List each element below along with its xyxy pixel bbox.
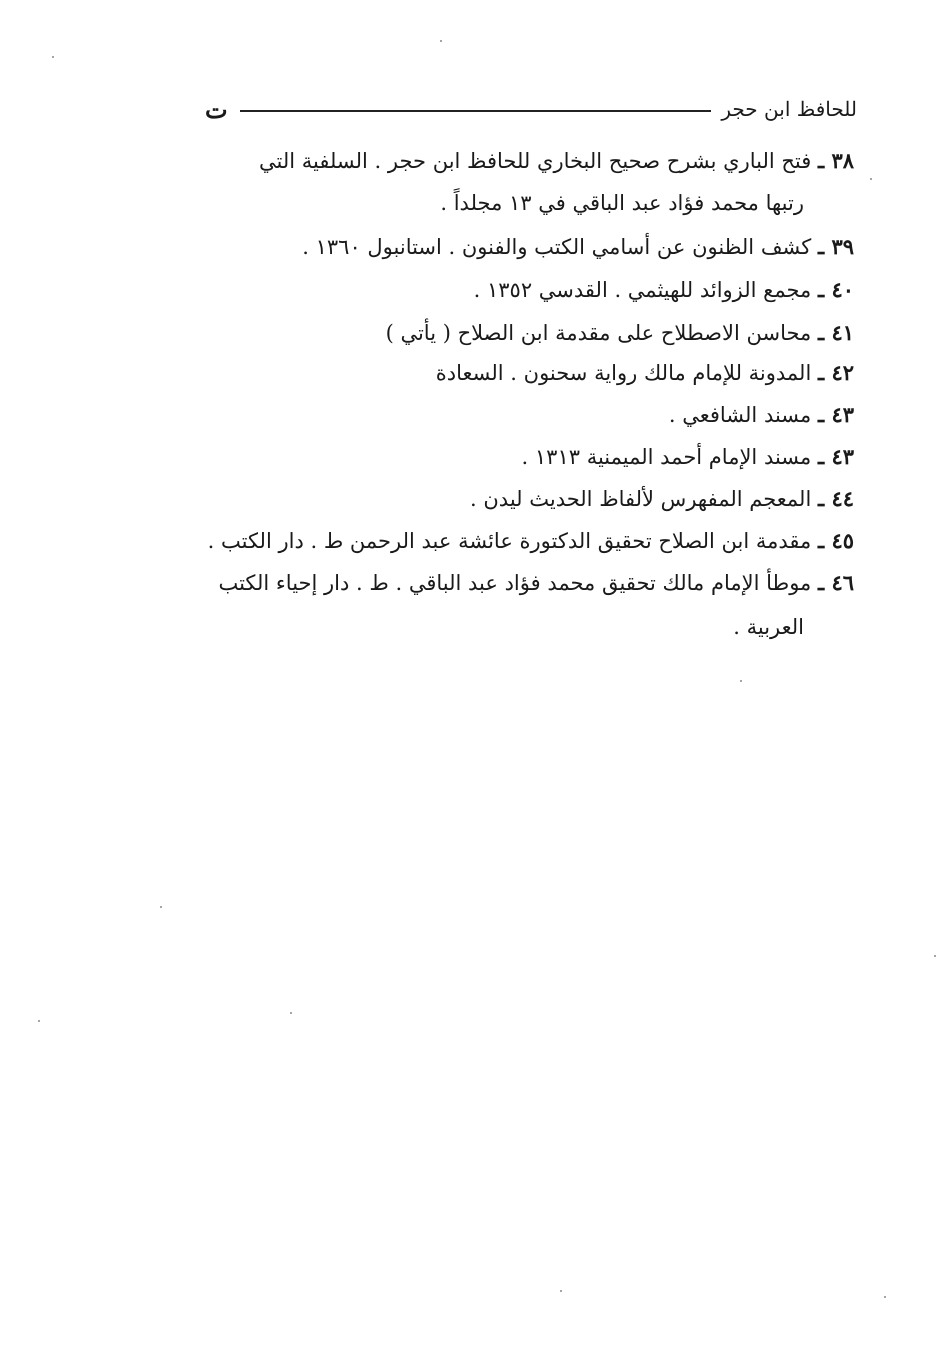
reference-number: ٣٩ ـ	[817, 234, 854, 259]
reference-number: ٤٦ ـ	[817, 570, 854, 595]
reference-number: ٣٨ ـ	[817, 148, 854, 173]
scan-speck	[52, 56, 54, 58]
reference-number: ٤٥ ـ	[817, 528, 854, 553]
scan-speck	[38, 1020, 40, 1022]
page-marker: ت	[205, 94, 228, 124]
scan-speck	[934, 955, 936, 957]
reference-text: موطأ الإمام مالك تحقيق محمد فؤاد عبد الباقي . ط . دار إحياء الكتب	[218, 571, 818, 595]
reference-38	[259, 146, 854, 176]
reference-text: محاسن الاصطلاح على مقدمة ابن الصلاح ( يأتي )	[385, 321, 818, 345]
reference-text: رتبها محمد فؤاد عبد الباقي في ١٣ مجلداً .	[440, 191, 804, 215]
reference-44	[470, 484, 854, 514]
scan-speck	[870, 178, 872, 180]
scan-speck	[740, 680, 742, 682]
reference-46-continued	[733, 612, 804, 642]
scan-speck	[290, 1012, 292, 1014]
reference-text: مسند الإمام أحمد الميمنية ١٣١٣ .	[521, 445, 818, 469]
reference-43b	[522, 442, 854, 472]
reference-text: المدونة للإمام مالك رواية سحنون . السعادة	[435, 361, 818, 385]
scan-speck	[560, 1290, 562, 1292]
reference-text: مقدمة ابن الصلاح تحقيق الدكتورة عائشة عبد الرحمن ط . دار الكتب .	[207, 529, 818, 553]
reference-text: كشف الظنون عن أسامي الكتب والفنون . استانبول ١٣٦٠ .	[302, 235, 818, 259]
scan-speck	[160, 906, 162, 908]
reference-number: ٤٣ ـ	[817, 402, 854, 427]
reference-41	[386, 318, 854, 348]
reference-45	[208, 526, 854, 556]
reference-43a	[669, 400, 854, 430]
reference-text: العربية .	[733, 615, 804, 639]
reference-number: ٤٠ ـ	[817, 277, 854, 302]
running-header	[205, 92, 857, 126]
reference-number: ٤٤ ـ	[817, 486, 854, 511]
reference-39	[302, 232, 854, 262]
reference-42	[436, 358, 854, 388]
reference-text: المعجم المفهرس لألفاظ الحديث ليدن .	[470, 487, 818, 511]
reference-text: مجمع الزوائد للهيثمي . القدسي ١٣٥٢ .	[473, 278, 818, 302]
reference-40	[474, 275, 854, 305]
reference-number: ٤٣ ـ	[817, 444, 854, 469]
reference-number: ٤١ ـ	[817, 320, 854, 345]
reference-text: فتح الباري بشرح صحيح البخاري للحافظ ابن حجر . السلفية التي	[259, 149, 818, 173]
reference-number: ٤٢ ـ	[817, 360, 854, 385]
header-title: للحافظ ابن حجر	[721, 97, 857, 121]
header-rule	[240, 110, 712, 112]
reference-38-continued	[440, 188, 804, 218]
reference-text: مسند الشافعي .	[668, 403, 818, 427]
reference-46	[218, 568, 854, 598]
scan-speck	[884, 1296, 886, 1298]
scan-speck	[440, 40, 442, 42]
